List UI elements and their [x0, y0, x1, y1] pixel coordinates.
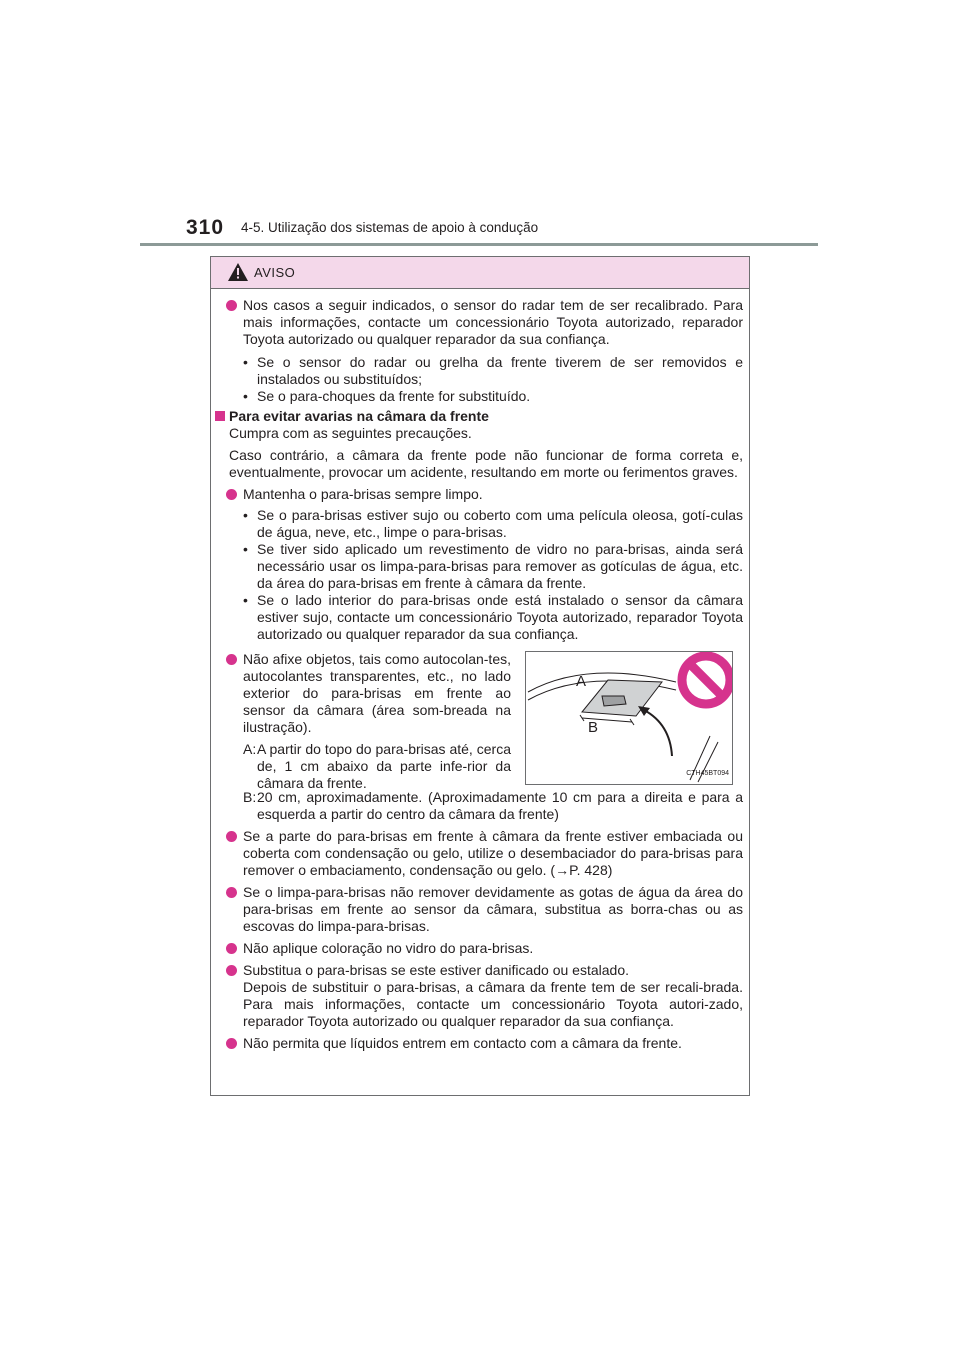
- bullet-icon: [226, 965, 237, 976]
- page-number: 310: [186, 216, 225, 239]
- warning-content: [211, 297, 751, 1057]
- list-item: Não aplique coloração no vidro do para-brisas.: [211, 940, 751, 957]
- bullet-icon: [226, 654, 237, 665]
- windshield-camera-illustration: [525, 651, 733, 785]
- paragraph: Caso contrário, a câmara da frente pode não funcionar de forma correta e, eventualmente, provocar um acidente, resultando em morte ou ferimentos graves.: [229, 447, 743, 480]
- sub-item: • Se o sensor do radar ou grelha da frente tiverem de ser removidos e instalados ou substituídos;: [243, 354, 743, 387]
- sub-item: • Se o para-choques da frente for substituído.: [243, 388, 531, 404]
- list-item: Se o limpa-para-brisas não remover devidamente as gotas de água da área do para-brisas em frente ao sensor da câmara, substitua as borra-chas ou as escovas do limpa-para-brisas.: [211, 884, 751, 935]
- bullet-icon: [226, 887, 237, 898]
- warning-triangle-icon: [228, 263, 248, 281]
- bullet-icon: [226, 1038, 237, 1049]
- sub-item: • Se o lado interior do para-brisas onde está instalado o sensor da câmara estiver sujo, contacte um concessionário Toyota autorizado, reparador Toyota autorizado ou qualquer reparador da sua confiança.: [243, 592, 743, 642]
- warning-label: AVISO: [254, 265, 296, 280]
- bullet-icon: [226, 831, 237, 842]
- warning-box: [210, 256, 750, 1096]
- figure-label-a: A: [576, 673, 587, 690]
- prohibition-icon: [682, 656, 730, 704]
- list-item: Nos casos a seguir indicados, o sensor do radar tem de ser recalibrado. Para mais informações, contacte um concessionário Toyota autorizado, reparador Toyota autorizado ou qualquer reparador da sua confiança.: [211, 297, 751, 348]
- sub-item: • Se tiver sido aplicado um revestimento de vidro no para-brisas, ainda será necessário usar os limpa-para-brisas para remover as gotículas de água, etc. da área do para-brisas em frente à câmara da frente.: [243, 541, 743, 591]
- header-rule: [140, 243, 818, 246]
- figure-label-b: B: [588, 719, 599, 736]
- warning-header: [211, 257, 749, 289]
- list-item: Não permita que líquidos entrem em contacto com a câmara da frente.: [211, 1035, 751, 1052]
- list-item: Não afixe objetos, tais como autocolan-tes, autocolantes transparentes, etc., no lado exterior do para-brisas em frente ao sensor da câmara (área som-breada na ilustração).: [211, 651, 511, 736]
- bullet-icon: [226, 489, 237, 500]
- bullet-icon: [226, 300, 237, 311]
- sub-item: • Se o para-brisas estiver sujo ou coberto com uma película oleosa, gotí-culas de água, neve, etc., limpe o para-brisas.: [243, 507, 743, 540]
- note-b: B: 20 cm, aproximadamente. (Aproximadamente 10 cm para a direita e para a esquerda a partir do centro da câmara da frente): [243, 789, 743, 822]
- heading-square-icon: [215, 411, 225, 421]
- section-title: 4-5. Utilização dos sistemas de apoio à condução: [241, 220, 539, 235]
- list-item: Se a parte do para-brisas em frente à câmara da frente estiver embaciada ou coberta com condensação ou gelo, utilize o desembaciador do para-brisas para remover o embaciamento, condensação ou gelo. (→P. 428): [211, 828, 751, 879]
- figure-code: CTH45BT094: [686, 770, 729, 777]
- note-a: A: A partir do topo do para-brisas até, cerca de, 1 cm abaixo da parte infe-rior da câmara da frente.: [243, 741, 511, 791]
- paragraph: Cumpra com as seguintes precauções.: [229, 425, 472, 441]
- list-item: Mantenha o para-brisas sempre limpo.: [211, 486, 751, 503]
- section-heading: Para evitar avarias na câmara da frente: [211, 408, 751, 425]
- stickers-block: [211, 651, 751, 791]
- bullet-icon: [226, 943, 237, 954]
- list-item: Substitua o para-brisas se este estiver danificado ou estalado. Depois de substituir o para-brisas, a câmara da frente tem de ser recali-brada. Para mais informações, contacte um concessionário Toyota autori-zado, reparador Toyota autorizado ou qualquer reparador da sua confiança.: [211, 962, 751, 1030]
